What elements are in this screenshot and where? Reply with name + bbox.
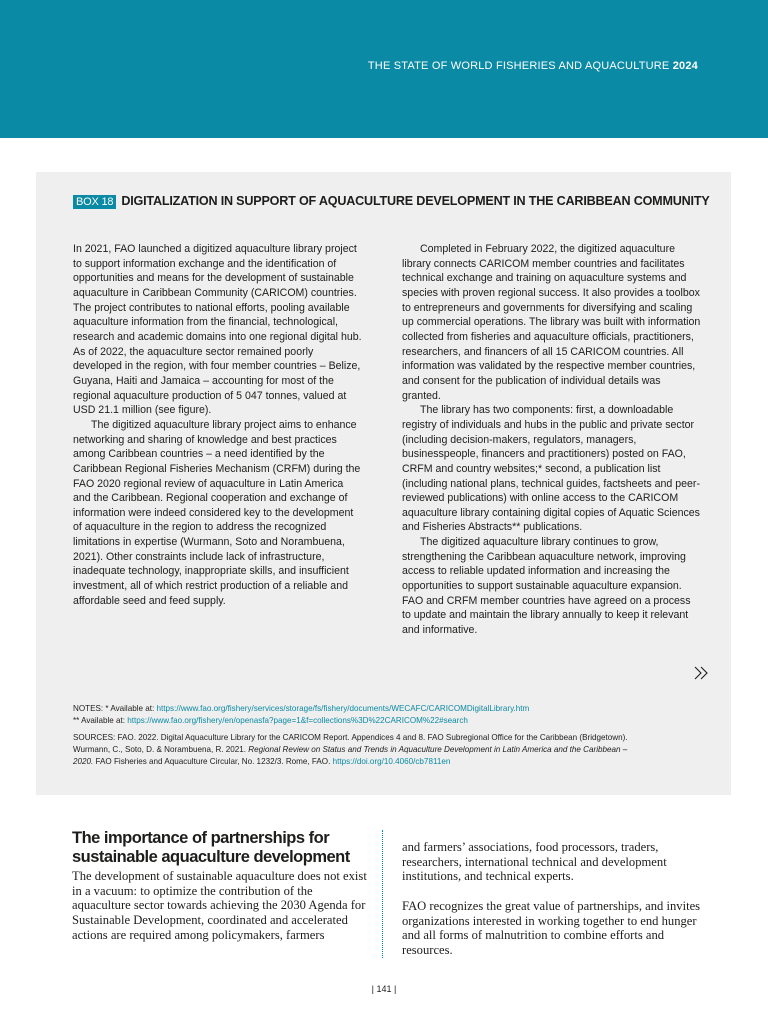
box-paragraph: The digitized aquaculture library continues to grow, strengthening the Caribbean aquaculture network, improving access to reliable updated information and increasing the opportunities to support sustainable aquaculture expansion. FAO and CRFM member countries have agreed on a process to update and maintain the library annually to keep it relevant and informative.	[402, 536, 691, 637]
note-link-2[interactable]: https://www.fao.org/fishery/en/openasfa?page=1&f=collections%3D%22CARICOM%22#search	[127, 715, 468, 725]
box-paragraph: Completed in February 2022, the digitized aquaculture library connects CARICOM member countries and facilitates technical exchange and training on aquaculture systems and species with proven regional success. It also provides a toolbox to entrepreneurs and governments for diversifying and scaling up commercial operations. The library was built with information collected from fisheries and aquaculture officials, practitioners, researchers, and financers of all 15 CARICOM countries. All information was validated by the respective member countries, and consent for the publication of individual details was granted.	[402, 243, 701, 402]
header-banner	[0, 0, 768, 138]
section-left-text: The development of sustainable aquaculture does not exist in a vacuum: to optimize the contribution of the aquaculture sector towards achieving the 2030 Agenda for Sustainable Development, coordinated and accelerated actions are required among policymakers, farmers	[72, 869, 367, 942]
sources-text: FAO Fisheries and Aquaculture Circular, No. 1232/3. Rome, FAO.	[93, 756, 333, 766]
box-tag: BOX 18	[73, 195, 116, 209]
sources-title: 2020.	[73, 756, 94, 766]
box-notes	[73, 703, 713, 768]
box-paragraph: The library has two components: first, a downloadable registry of individuals and hubs in the public and private sector (including decision-makers, regulators, managers, businesspeople, financers and practitioners) posted on FAO, CRFM and country websites;* second, a publication list (including national plans, technical guides, factsheets and peer-reviewed publications) with online access to the CARICOM aquaculture library containing digital copies of Aquatic Sciences and Fisheries Abstracts** publications.	[402, 404, 700, 534]
note-line-2	[73, 715, 713, 727]
box-right-column	[402, 242, 702, 638]
doi-link[interactable]: https://doi.org/10.4060/cb7811en	[332, 756, 451, 766]
report-year: 2024	[672, 60, 698, 72]
report-title-text: THE STATE OF WORLD FISHERIES AND AQUACULTURE	[367, 60, 670, 72]
box-heading	[73, 194, 713, 209]
section-paragraph: and farmers’ associations, food processors, traders, researchers, international technical and development institutions, and technical experts.	[402, 840, 667, 884]
sources-line-2	[73, 744, 713, 756]
sources-text: Wurmann, C., Soto, D. & Norambuena, R. 2021.	[73, 745, 249, 755]
page-number: | 141 |	[371, 984, 397, 994]
sources-title: Regional Review on Status and Trends in Aquaculture Development in Latin America and the Caribbean –	[248, 745, 628, 755]
box-18-panel	[36, 172, 731, 795]
note-line-1	[73, 703, 713, 715]
section-right-column	[402, 840, 702, 958]
section-paragraph: FAO recognizes the great value of partnerships, and invites organizations interested in working together to end hunger and all forms of malnutrition to combine efforts and resources.	[402, 898, 701, 957]
sources-line-3	[73, 756, 713, 768]
report-title	[368, 60, 698, 72]
note-link-1[interactable]: https://www.fao.org/fishery/services/storage/fs/fishery/documents/WECAFC/CARICOMDigitalLibrary.htm	[156, 704, 530, 713]
box-left-column	[73, 242, 363, 608]
double-chevron-right-icon[interactable]	[692, 664, 710, 682]
column-divider	[382, 830, 383, 958]
box-paragraph: In 2021, FAO launched a digitized aquaculture library project to support information exchange and the identification of opportunities and means for the development of sustainable aquaculture in Caribbean Community (CARICOM) countries. The project contributes to national efforts, pooling available aquaculture information from the financial, technological, research and academic domains into one regional digital hub. As of 2022, the aquaculture sector remained poorly developed in the region, with four member countries – Belize, Guyana, Haiti and Jamaica – accounting for most of the regional aquaculture production of 5 047 tonnes, valued at USD 21.1 million (see figure).	[73, 243, 362, 417]
note-label: ** Available at:	[73, 715, 128, 725]
box-title: DIGITALIZATION IN SUPPORT OF AQUACULTURE DEVELOPMENT IN THE CARIBBEAN COMMUNITY	[121, 194, 710, 208]
sources-line-1: SOURCES: FAO. 2022. Digital Aquaculture Library for the CARICOM Report. Appendices 4 and 8. FAO Subregional Office for the Caribbean (Bridgetown).	[73, 733, 628, 743]
note-label: NOTES: * Available at:	[73, 704, 157, 713]
box-paragraph: The digitized aquaculture library project aims to enhance networking and sharing of knowledge and best practices among Caribbean countries – a need identified by the Caribbean Regional Fisheries Mechanism (CRFM) during the FAO 2020 regional review of aquaculture in Latin America and the Caribbean. Regional cooperation and exchange of information were indeed considered key to the development of aquaculture in the region to address the recognized limitations in expertise (Wurmann, Soto and Norambuena, 2021). Other constraints include lack of infrastructure, inadequate technology, inappropriate skills, and insufficient investment, all of which restrict production of a reliable and affordable seed and feed supply.	[73, 418, 361, 607]
section-heading: The importance of partnerships for sustainable aquaculture development	[72, 829, 350, 866]
